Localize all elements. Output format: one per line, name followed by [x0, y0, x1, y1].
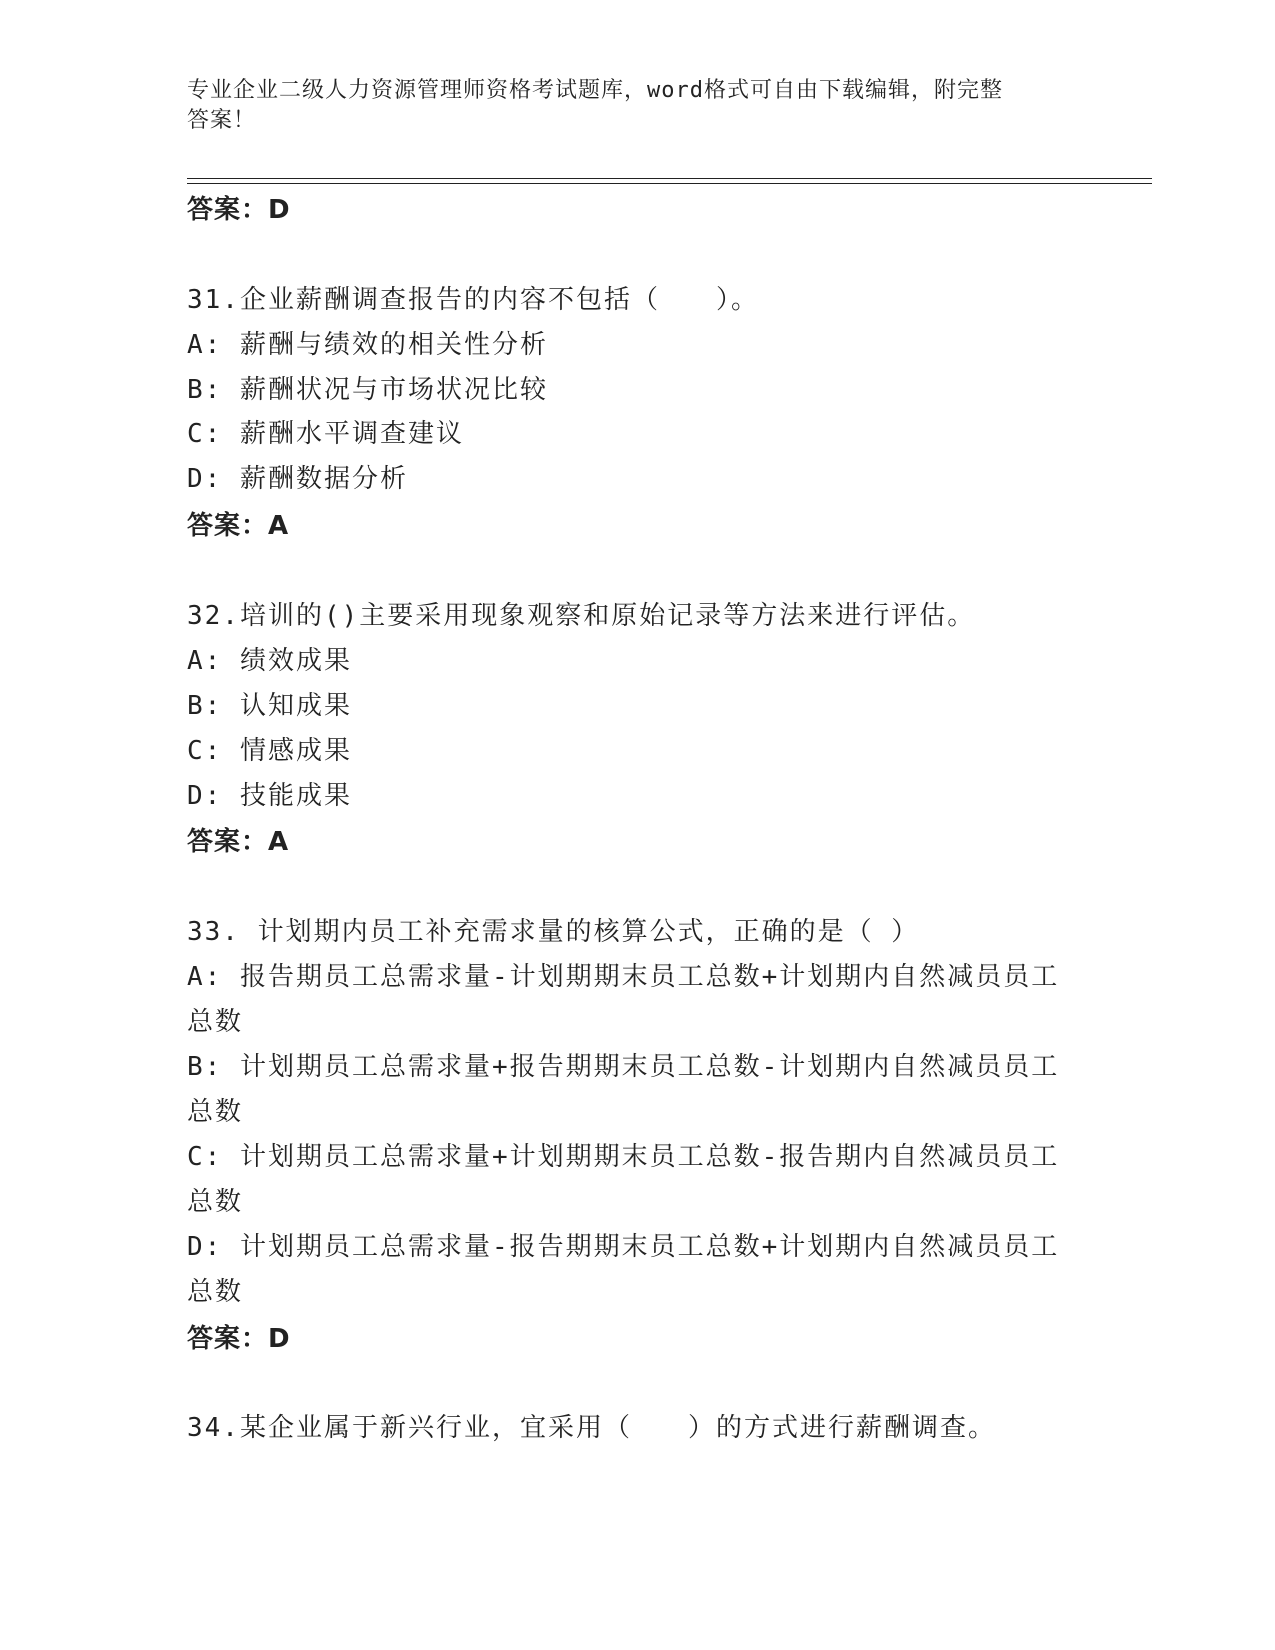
header-line-1: 专业企业二级人力资源管理师资格考试题库，word格式可自由下载编辑，附完整 [187, 78, 1003, 103]
header-rule-top [187, 178, 1152, 179]
q32-answer: 答案：A [187, 827, 290, 857]
q32-option-c: C: 情感成果 [187, 736, 352, 766]
q31-option-d: D: 薪酬数据分析 [187, 464, 408, 494]
q33-option-c: C: 计划期员工总需求量+计划期期末员工总数-报告期内自然减员员工 [187, 1142, 1060, 1172]
q33-answer: 答案：D [187, 1324, 291, 1354]
header-line-2: 答案！ [187, 108, 257, 133]
q33-question: 33. 计划期内员工补充需求量的核算公式，正确的是（ ） [187, 917, 920, 947]
q31-option-c: C: 薪酬水平调查建议 [187, 419, 464, 449]
document-header [187, 76, 1067, 136]
q34-question: 34.某企业属于新兴行业，宜采用（ ）的方式进行薪酬调查。 [187, 1413, 996, 1443]
q33-option-d-cont: 总数 [187, 1277, 244, 1307]
q33-option-a-cont: 总数 [187, 1007, 244, 1037]
q31-option-a: A: 薪酬与绩效的相关性分析 [187, 330, 548, 360]
header-rule-bottom [187, 183, 1152, 184]
q33-option-c-cont: 总数 [187, 1187, 244, 1217]
q32-option-d: D: 技能成果 [187, 781, 352, 811]
q31-option-b: B: 薪酬状况与市场状况比较 [187, 375, 548, 405]
q33-option-b-cont: 总数 [187, 1097, 244, 1127]
q31-question: 31.企业薪酬调查报告的内容不包括（ ）。 [187, 285, 759, 315]
q32-option-b: B: 认知成果 [187, 691, 352, 721]
q33-option-d: D: 计划期员工总需求量-报告期期末员工总数+计划期内自然减员员工 [187, 1232, 1060, 1262]
q32-option-a: A: 绩效成果 [187, 646, 352, 676]
q32-question: 32.培训的()主要采用现象观察和原始记录等方法来进行评估。 [187, 601, 976, 631]
q31-answer: 答案：A [187, 511, 290, 541]
answer-prev: 答案：D [187, 195, 291, 225]
q33-option-b: B: 计划期员工总需求量+报告期期末员工总数-计划期内自然减员员工 [187, 1052, 1060, 1082]
q33-option-a: A: 报告期员工总需求量-计划期期末员工总数+计划期内自然减员员工 [187, 962, 1060, 992]
